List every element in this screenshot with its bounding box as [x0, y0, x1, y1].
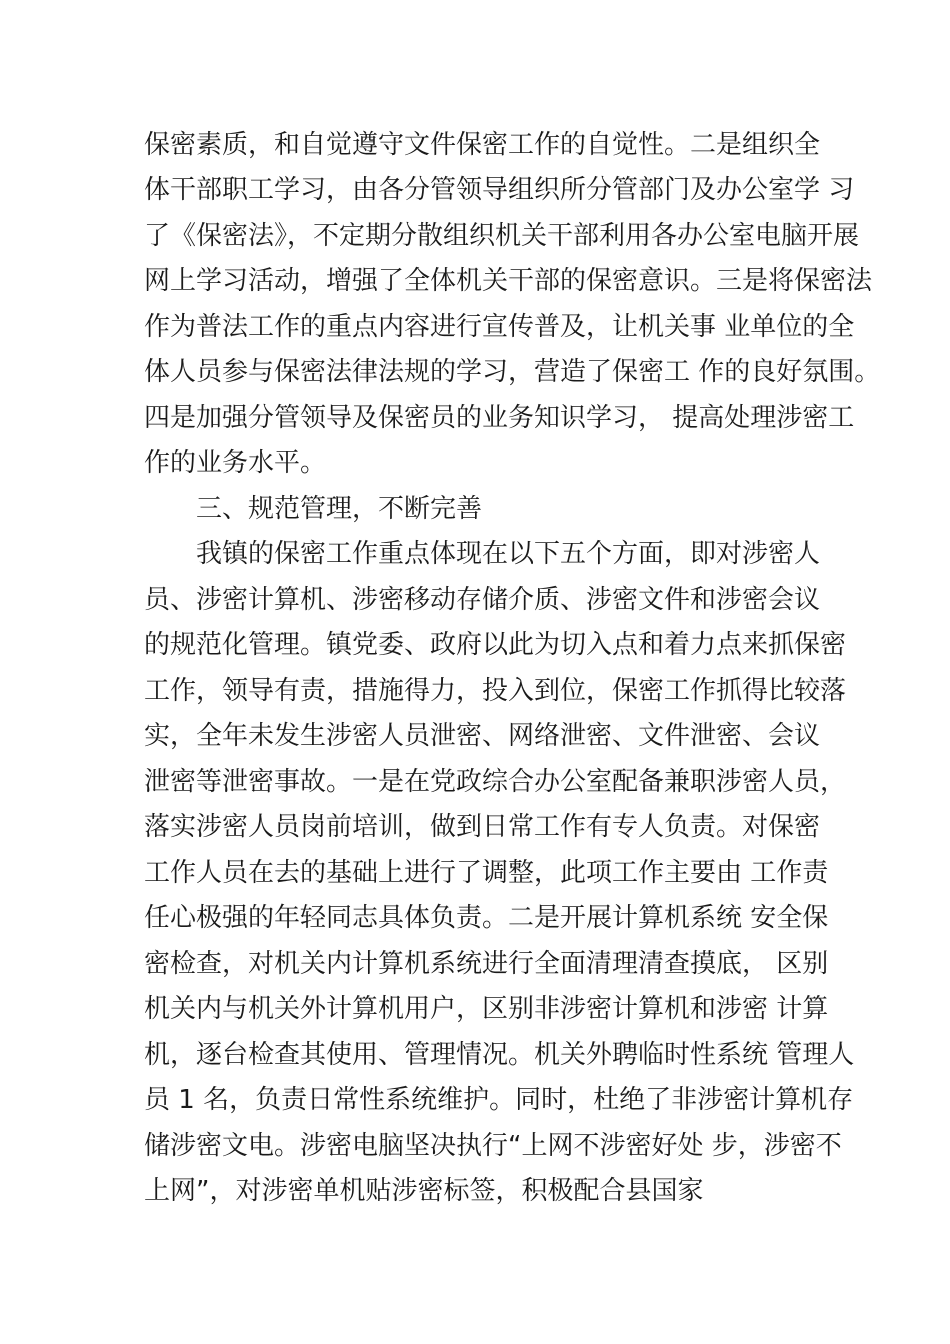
- paragraph-line: 工作，领导有责，措施得力，投入到位，保密工作抓得比较落: [144, 676, 847, 706]
- text-line: 四是加强分管领导及保密员的业务知识学习， 提高处理涉密工: [144, 403, 855, 433]
- paragraph-line: 泄密等泄密事故。一是在党政综合办公室配备兼职涉密人员，: [144, 767, 847, 797]
- paragraph-line: 密检查，对机关内计算机系统进行全面清理清查摸底， 区别: [144, 949, 829, 979]
- paragraph-line: 任心极强的年轻同志具体负责。二是开展计算机系统 安全保: [144, 903, 829, 933]
- text-line: 保密素质，和自觉遵守文件保密工作的自觉性。二是组织全: [144, 130, 821, 160]
- paragraph-line: 我镇的保密工作重点体现在以下五个方面，即对涉密人: [196, 539, 821, 569]
- paragraph-line: 储涉密文电。涉密电脑坚决执行“上网不涉密好处 步，涉密不: [144, 1131, 842, 1161]
- paragraph-line: 机，逐台检查其使用、管理情况。机关外聘临时性系统 管理人: [144, 1040, 855, 1070]
- text-line: 作为普法工作的重点内容进行宣传普及，让机关事 业单位的全: [144, 312, 855, 342]
- paragraph-line: 落实涉密人员岗前培训，做到日常工作有专人负责。对保密: [144, 812, 821, 842]
- paragraph-line: 实，全年未发生涉密人员泄密、网络泄密、文件泄密、会议: [144, 721, 821, 751]
- paragraph-line: 机关内与机关外计算机用户，区别非涉密计算机和涉密 计算: [144, 994, 829, 1024]
- paragraph-line: 员 1 名，负责日常性系统维护。同时，杜绝了非涉密计算机存: [144, 1085, 854, 1115]
- text-line: 体人员参与保密法律法规的学习，营造了保密工 作的良好氛围。: [144, 357, 881, 387]
- paragraph-line: 上网”，对涉密单机贴涉密标签，积极配合县国家: [144, 1176, 704, 1206]
- paragraph-line: 员、涉密计算机、涉密移动存储介质、涉密文件和涉密会议: [144, 585, 821, 615]
- text-line: 了《保密法》，不定期分散组织机关干部利用各办公室电脑开展: [144, 221, 860, 251]
- text-line: 体干部职工学习，由各分管领导组织所分管部门及办公室学 习: [144, 175, 855, 205]
- text-line: 作的业务水平。: [144, 448, 327, 478]
- section-heading: 三、规范管理，不断完善: [196, 494, 483, 524]
- paragraph-line: 工作人员在去的基础上进行了调整，此项工作主要由 工作责: [144, 858, 829, 888]
- text-line: 网上学习活动，增强了全体机关干部的保密意识。三是将保密法: [144, 266, 873, 296]
- paragraph-line: 的规范化管理。镇党委、政府以此为切入点和着力点来抓保密: [144, 630, 847, 660]
